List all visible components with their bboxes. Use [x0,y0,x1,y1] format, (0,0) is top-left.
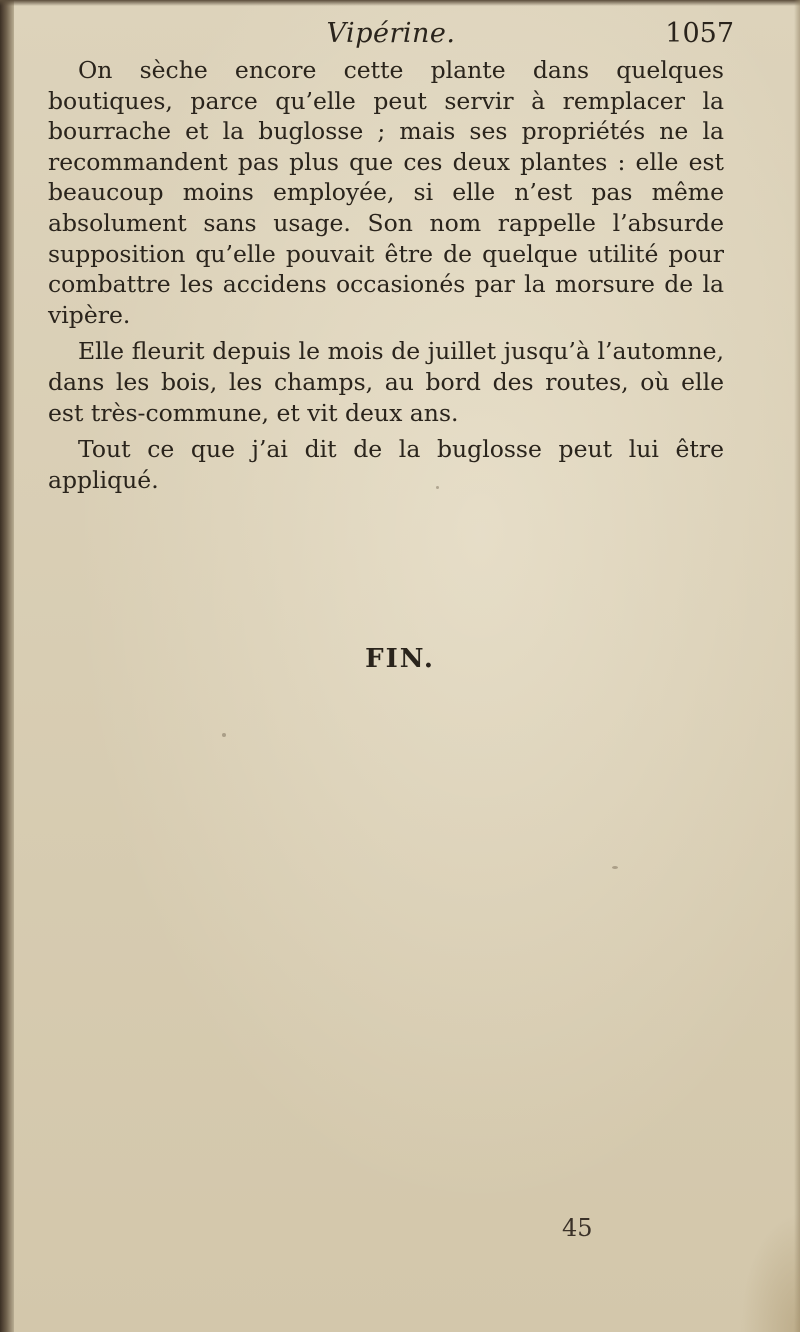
paragraph: Tout ce que j’ai dit de la buglosse peut lui être appliqué. [48,435,724,494]
paragraph: On sèche encore cette plante dans quelques boutiques, parce qu’elle peut servir à remplacer la bourrache et la buglosse ; mais ses propriétés ne la recommandent pas plus que ces deux plantes : elle est beaucoup moins employée, si elle n’est pas même absolument sans usage. Son nom rappelle l’absurde supposition qu’elle pouvait être de quelque utilité pour combattre les accidens occasionés par la morsure de la vipère. [48,56,724,329]
body-text [48,55,724,501]
folio-mark: 45 [562,1214,593,1242]
end-mark: FIN. [365,644,435,674]
running-title: Vipérine. [326,18,456,49]
paper-speck [222,733,226,737]
page-number: 1057 [665,18,734,49]
paragraph: Elle fleurit depuis le mois de juillet jusqu’à l’automne, dans les bois, les champs, au bord des routes, où elle est très-commune, et vit deux ans. [48,337,724,427]
corner-wear [740,1212,800,1332]
paper-speck [612,866,618,869]
page-top-edge [0,0,800,6]
running-head [48,14,734,50]
